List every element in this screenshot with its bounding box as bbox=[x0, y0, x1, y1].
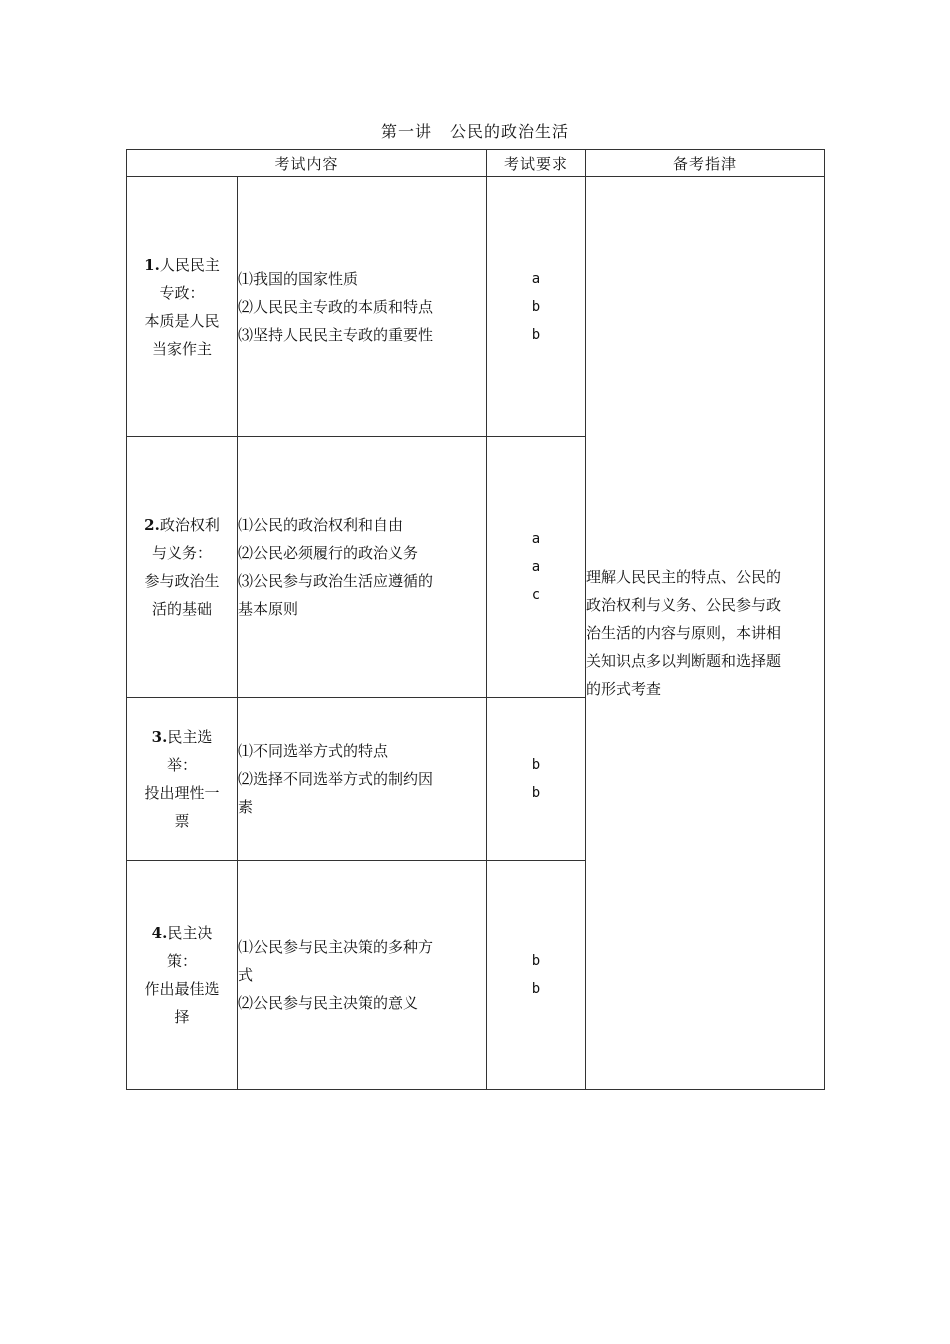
topic-line: 政治权利 bbox=[159, 516, 220, 534]
guide-cell bbox=[586, 177, 825, 1090]
content-item: ⑵公民必须履行的政治义务 bbox=[238, 544, 419, 562]
content-item: 素 bbox=[238, 798, 254, 816]
requirement-cell bbox=[487, 861, 586, 1090]
content-item: ⑵公民参与民主决策的意义 bbox=[238, 994, 419, 1012]
content-item: ⑶坚持人民民主专政的重要性 bbox=[238, 325, 434, 344]
topic-line: 投出理性一 bbox=[144, 784, 220, 802]
table-row bbox=[127, 177, 825, 437]
topic-line: 策： bbox=[166, 952, 197, 970]
topic-line: 当家作主 bbox=[151, 339, 212, 358]
content-item: ⑶公民参与政治生活应遵循的 bbox=[238, 572, 434, 590]
topic-number: 4. bbox=[151, 924, 168, 942]
page-title bbox=[0, 121, 950, 143]
requirement-level: b bbox=[531, 757, 541, 773]
requirement-level: b bbox=[531, 981, 541, 997]
guide-line: 的形式考查 bbox=[586, 680, 662, 698]
topic-line: 本质是人民 bbox=[144, 311, 220, 330]
topic-line: 举： bbox=[166, 756, 197, 774]
topic-line: 人民民主 bbox=[159, 255, 220, 274]
content-item: ⑴不同选举方式的特点 bbox=[238, 742, 389, 760]
topic-line: 民主选 bbox=[167, 728, 213, 746]
requirement-cell bbox=[487, 437, 586, 698]
guide-line: 理解人民民主的特点、公民的 bbox=[586, 568, 782, 586]
guide-line: 关知识点多以判断题和选择题 bbox=[586, 652, 782, 670]
topic-line: 票 bbox=[174, 812, 190, 830]
content-item: ⑵选择不同选举方式的制约因 bbox=[238, 770, 434, 788]
content-item: 式 bbox=[238, 966, 254, 984]
topic-cell bbox=[127, 698, 238, 861]
topic-line: 专政： bbox=[159, 283, 205, 302]
topic-number: 2. bbox=[144, 516, 160, 534]
content-cell bbox=[238, 177, 487, 437]
guide-line: 政治权利与义务、公民参与政 bbox=[586, 596, 782, 614]
requirement-level: a bbox=[531, 531, 541, 547]
requirement-level: b bbox=[531, 953, 541, 969]
content-cell bbox=[238, 437, 487, 698]
topic-cell bbox=[127, 861, 238, 1090]
lecture-topic: 公民的政治生活 bbox=[450, 122, 570, 141]
topic-number: 3. bbox=[151, 728, 168, 746]
syllabus-table bbox=[126, 149, 825, 1090]
topic-cell bbox=[127, 177, 238, 437]
content-item: ⑵人民民主专政的本质和特点 bbox=[238, 297, 434, 316]
requirement-level: c bbox=[531, 587, 541, 603]
header-row bbox=[127, 150, 825, 177]
content-item: 基本原则 bbox=[238, 600, 299, 618]
content-cell bbox=[238, 698, 487, 861]
topic-line: 民主决 bbox=[167, 924, 213, 942]
requirement-level: a bbox=[531, 270, 541, 287]
requirement-level: b bbox=[531, 326, 541, 343]
header-guide: 备考指津 bbox=[586, 150, 825, 177]
topic-number: 1. bbox=[144, 255, 160, 274]
requirement-cell bbox=[487, 698, 586, 861]
lecture-number: 第一讲 bbox=[380, 122, 432, 141]
requirement-level: a bbox=[531, 559, 541, 575]
requirement-level: b bbox=[531, 785, 541, 801]
content-item: ⑴公民参与民主决策的多种方 bbox=[238, 938, 434, 956]
topic-cell bbox=[127, 437, 238, 698]
content-item: ⑴公民的政治权利和自由 bbox=[238, 516, 404, 534]
guide-line: 治生活的内容与原则，本讲相 bbox=[586, 624, 782, 642]
topic-line: 择 bbox=[174, 1008, 190, 1026]
header-content: 考试内容 bbox=[127, 150, 487, 177]
content-item: ⑴我国的国家性质 bbox=[238, 269, 359, 288]
topic-line: 活的基础 bbox=[151, 600, 212, 618]
topic-line: 作出最佳选 bbox=[144, 980, 220, 998]
content-cell bbox=[238, 861, 487, 1090]
topic-line: 与义务： bbox=[151, 544, 212, 562]
requirement-cell bbox=[487, 177, 586, 437]
header-requirement: 考试要求 bbox=[487, 150, 586, 177]
topic-line: 参与政治生 bbox=[144, 572, 220, 590]
requirement-level: b bbox=[531, 298, 541, 315]
